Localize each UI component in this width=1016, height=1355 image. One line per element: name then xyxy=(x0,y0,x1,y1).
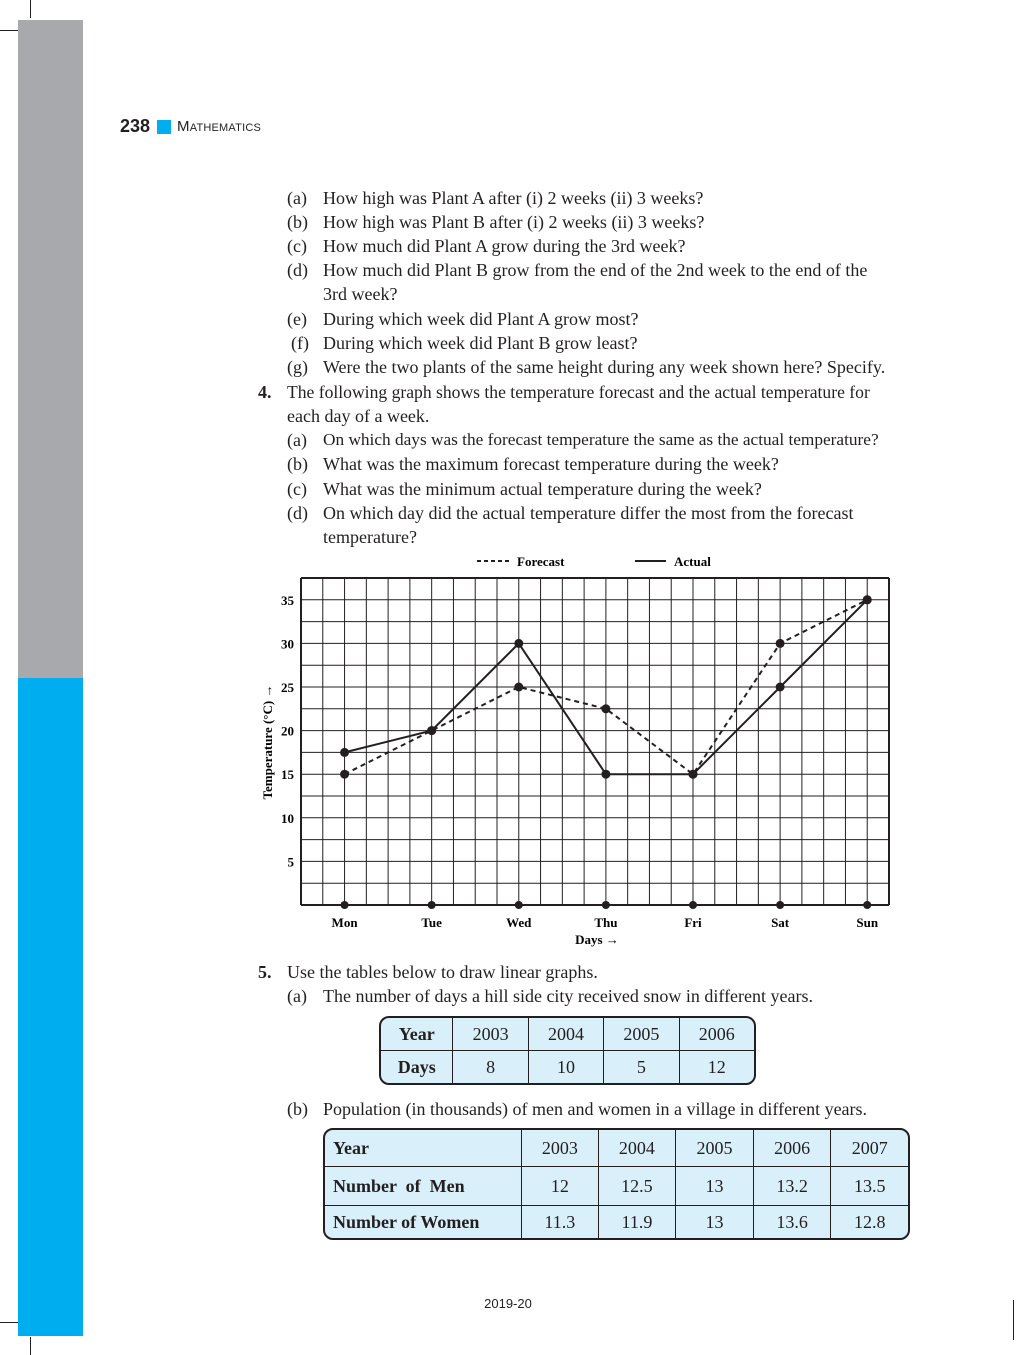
data-point-actual xyxy=(514,639,523,648)
table-cell: 8 xyxy=(453,1051,528,1083)
y-tick-labels xyxy=(281,593,295,870)
footer-year: 2019-20 xyxy=(484,1296,532,1311)
x-axis-point xyxy=(776,901,784,909)
page-number: 238 xyxy=(120,116,151,136)
question-text: Use the tables below to draw linear graphs. xyxy=(287,962,598,982)
header-square-icon xyxy=(157,120,171,134)
x-tick-label: Thu xyxy=(594,915,618,930)
list-item: (b) What was the maximum forecast temperature during the week? xyxy=(287,454,779,474)
data-point-actual xyxy=(340,748,349,757)
x-axis-point xyxy=(863,901,871,909)
legend-label-forecast: Forecast xyxy=(517,554,565,569)
list-item: (d) On which day did the actual temperature differ the most from the forecast xyxy=(287,503,854,523)
table-cell: 11.3 xyxy=(522,1206,599,1238)
data-point-actual xyxy=(689,770,698,779)
snow-days-table xyxy=(379,1016,756,1085)
data-point-actual xyxy=(601,770,610,779)
subject-title: Mathematics xyxy=(177,118,262,135)
x-tick-label: Sat xyxy=(771,915,790,930)
y-tick-label: 15 xyxy=(281,767,294,783)
x-axis-point xyxy=(341,901,349,909)
list-item: (b) How high was Plant B after (i) 2 weeks (ii) 3 weeks? xyxy=(287,212,705,232)
legend-label-actual: Actual xyxy=(674,554,711,569)
data-point-actual xyxy=(776,683,785,692)
list-item: (a) The number of days a hill side city received snow in different years. xyxy=(287,986,814,1006)
y-tick-label: 10 xyxy=(281,810,294,826)
table-cell: 11.9 xyxy=(599,1206,677,1238)
table-cell: 2006 xyxy=(680,1018,754,1051)
table-cell: 5 xyxy=(604,1051,679,1083)
x-tick-label: Mon xyxy=(331,915,358,930)
question-text: The following graph shows the temperature forecast and the actual temperature for xyxy=(287,382,870,402)
table-header-cell: Year xyxy=(325,1130,522,1167)
x-tick-label: Sun xyxy=(856,915,879,930)
y-tick-label: 20 xyxy=(281,723,294,739)
data-point-actual xyxy=(427,726,436,735)
table-cell: 2005 xyxy=(604,1018,679,1051)
table-cell: 2003 xyxy=(522,1130,599,1167)
y-tick-label: 30 xyxy=(281,636,294,652)
table-cell: 10 xyxy=(529,1051,604,1083)
x-axis-point xyxy=(689,901,697,909)
list-item-continuation: temperature? xyxy=(323,527,417,547)
crop-mark xyxy=(30,0,31,18)
table-cell: 2007 xyxy=(831,1130,908,1167)
crop-mark xyxy=(0,30,18,31)
list-item: (d) How much did Plant B grow from the end of the 2nd week to the end of the xyxy=(287,260,868,280)
table-cell: 13.2 xyxy=(754,1167,832,1206)
table-cell: 13 xyxy=(676,1167,754,1206)
x-axis-point xyxy=(428,901,436,909)
list-item: (a) How high was Plant A after (i) 2 weeks (ii) 3 weeks? xyxy=(287,188,704,208)
list-item: (f) During which week did Plant B grow least? xyxy=(291,333,638,353)
table-cell: 12 xyxy=(522,1167,599,1206)
list-item: (a) On which days was the forecast temperature the same as the actual temperature? xyxy=(287,430,879,450)
table-cell: 2004 xyxy=(599,1130,677,1167)
crop-mark xyxy=(30,1337,31,1355)
table-row xyxy=(325,1206,908,1238)
table-cell: 13.6 xyxy=(754,1206,832,1238)
crop-mark xyxy=(0,1322,18,1323)
data-point-forecast xyxy=(601,704,610,713)
table-cell: 12.8 xyxy=(853,1211,886,1232)
page-header xyxy=(120,116,261,137)
temperature-line-chart xyxy=(0,545,1016,965)
table-cell: 12 xyxy=(707,1056,726,1077)
table-cell: 2004 xyxy=(529,1018,604,1051)
x-axis-point xyxy=(515,901,523,909)
y-tick-label: 25 xyxy=(281,680,294,695)
list-item: (c) How much did Plant A grow during the 3rd week? xyxy=(287,236,686,256)
data-point-forecast xyxy=(514,683,523,692)
data-point-actual xyxy=(863,595,872,604)
x-tick-label: Fri xyxy=(684,915,702,930)
table-row xyxy=(381,1051,754,1083)
table-cell: 2005 xyxy=(676,1130,754,1167)
data-point-forecast xyxy=(340,770,349,779)
x-axis-label: Days → xyxy=(575,932,619,947)
chart-legend xyxy=(477,554,711,569)
table-row xyxy=(325,1130,908,1167)
list-item: (c) What was the minimum actual temperature during the week? xyxy=(287,479,762,499)
table-header-cell: Days xyxy=(381,1051,453,1083)
list-item: (e) During which week did Plant A grow most? xyxy=(287,309,639,329)
table-cell: 13.5 xyxy=(831,1167,908,1206)
question-number: 5. xyxy=(258,962,272,982)
x-tick-label: Tue xyxy=(421,915,442,930)
table-header-cell: Year xyxy=(381,1018,453,1051)
list-item: (g) Were the two plants of the same height during any week shown here? Specify. xyxy=(287,357,886,377)
table-cell: 2003 xyxy=(453,1018,528,1051)
table-header-cell: Number of Women xyxy=(325,1206,522,1238)
data-point-forecast xyxy=(776,639,785,648)
table-cell: 2006 xyxy=(754,1130,832,1167)
x-axis-point xyxy=(602,901,610,909)
table-cell: 13 xyxy=(676,1206,754,1238)
x-tick-label: Wed xyxy=(506,915,532,930)
table-header-cell: Number of Men xyxy=(325,1167,522,1206)
question-number: 4. xyxy=(258,382,272,402)
question-text-continuation: each day of a week. xyxy=(287,406,430,426)
table-row xyxy=(325,1167,908,1206)
list-item: (b) Population (in thousands) of men and women in a village in different years. xyxy=(287,1099,868,1119)
y-tick-label: 5 xyxy=(287,854,294,870)
y-axis-label: Temperature (°C) → xyxy=(260,684,275,800)
table-cell: 12.5 xyxy=(599,1167,677,1206)
table-row xyxy=(381,1018,754,1051)
population-table xyxy=(323,1128,910,1240)
list-item-continuation: 3rd week? xyxy=(323,284,398,304)
y-tick-label: 35 xyxy=(281,592,294,608)
